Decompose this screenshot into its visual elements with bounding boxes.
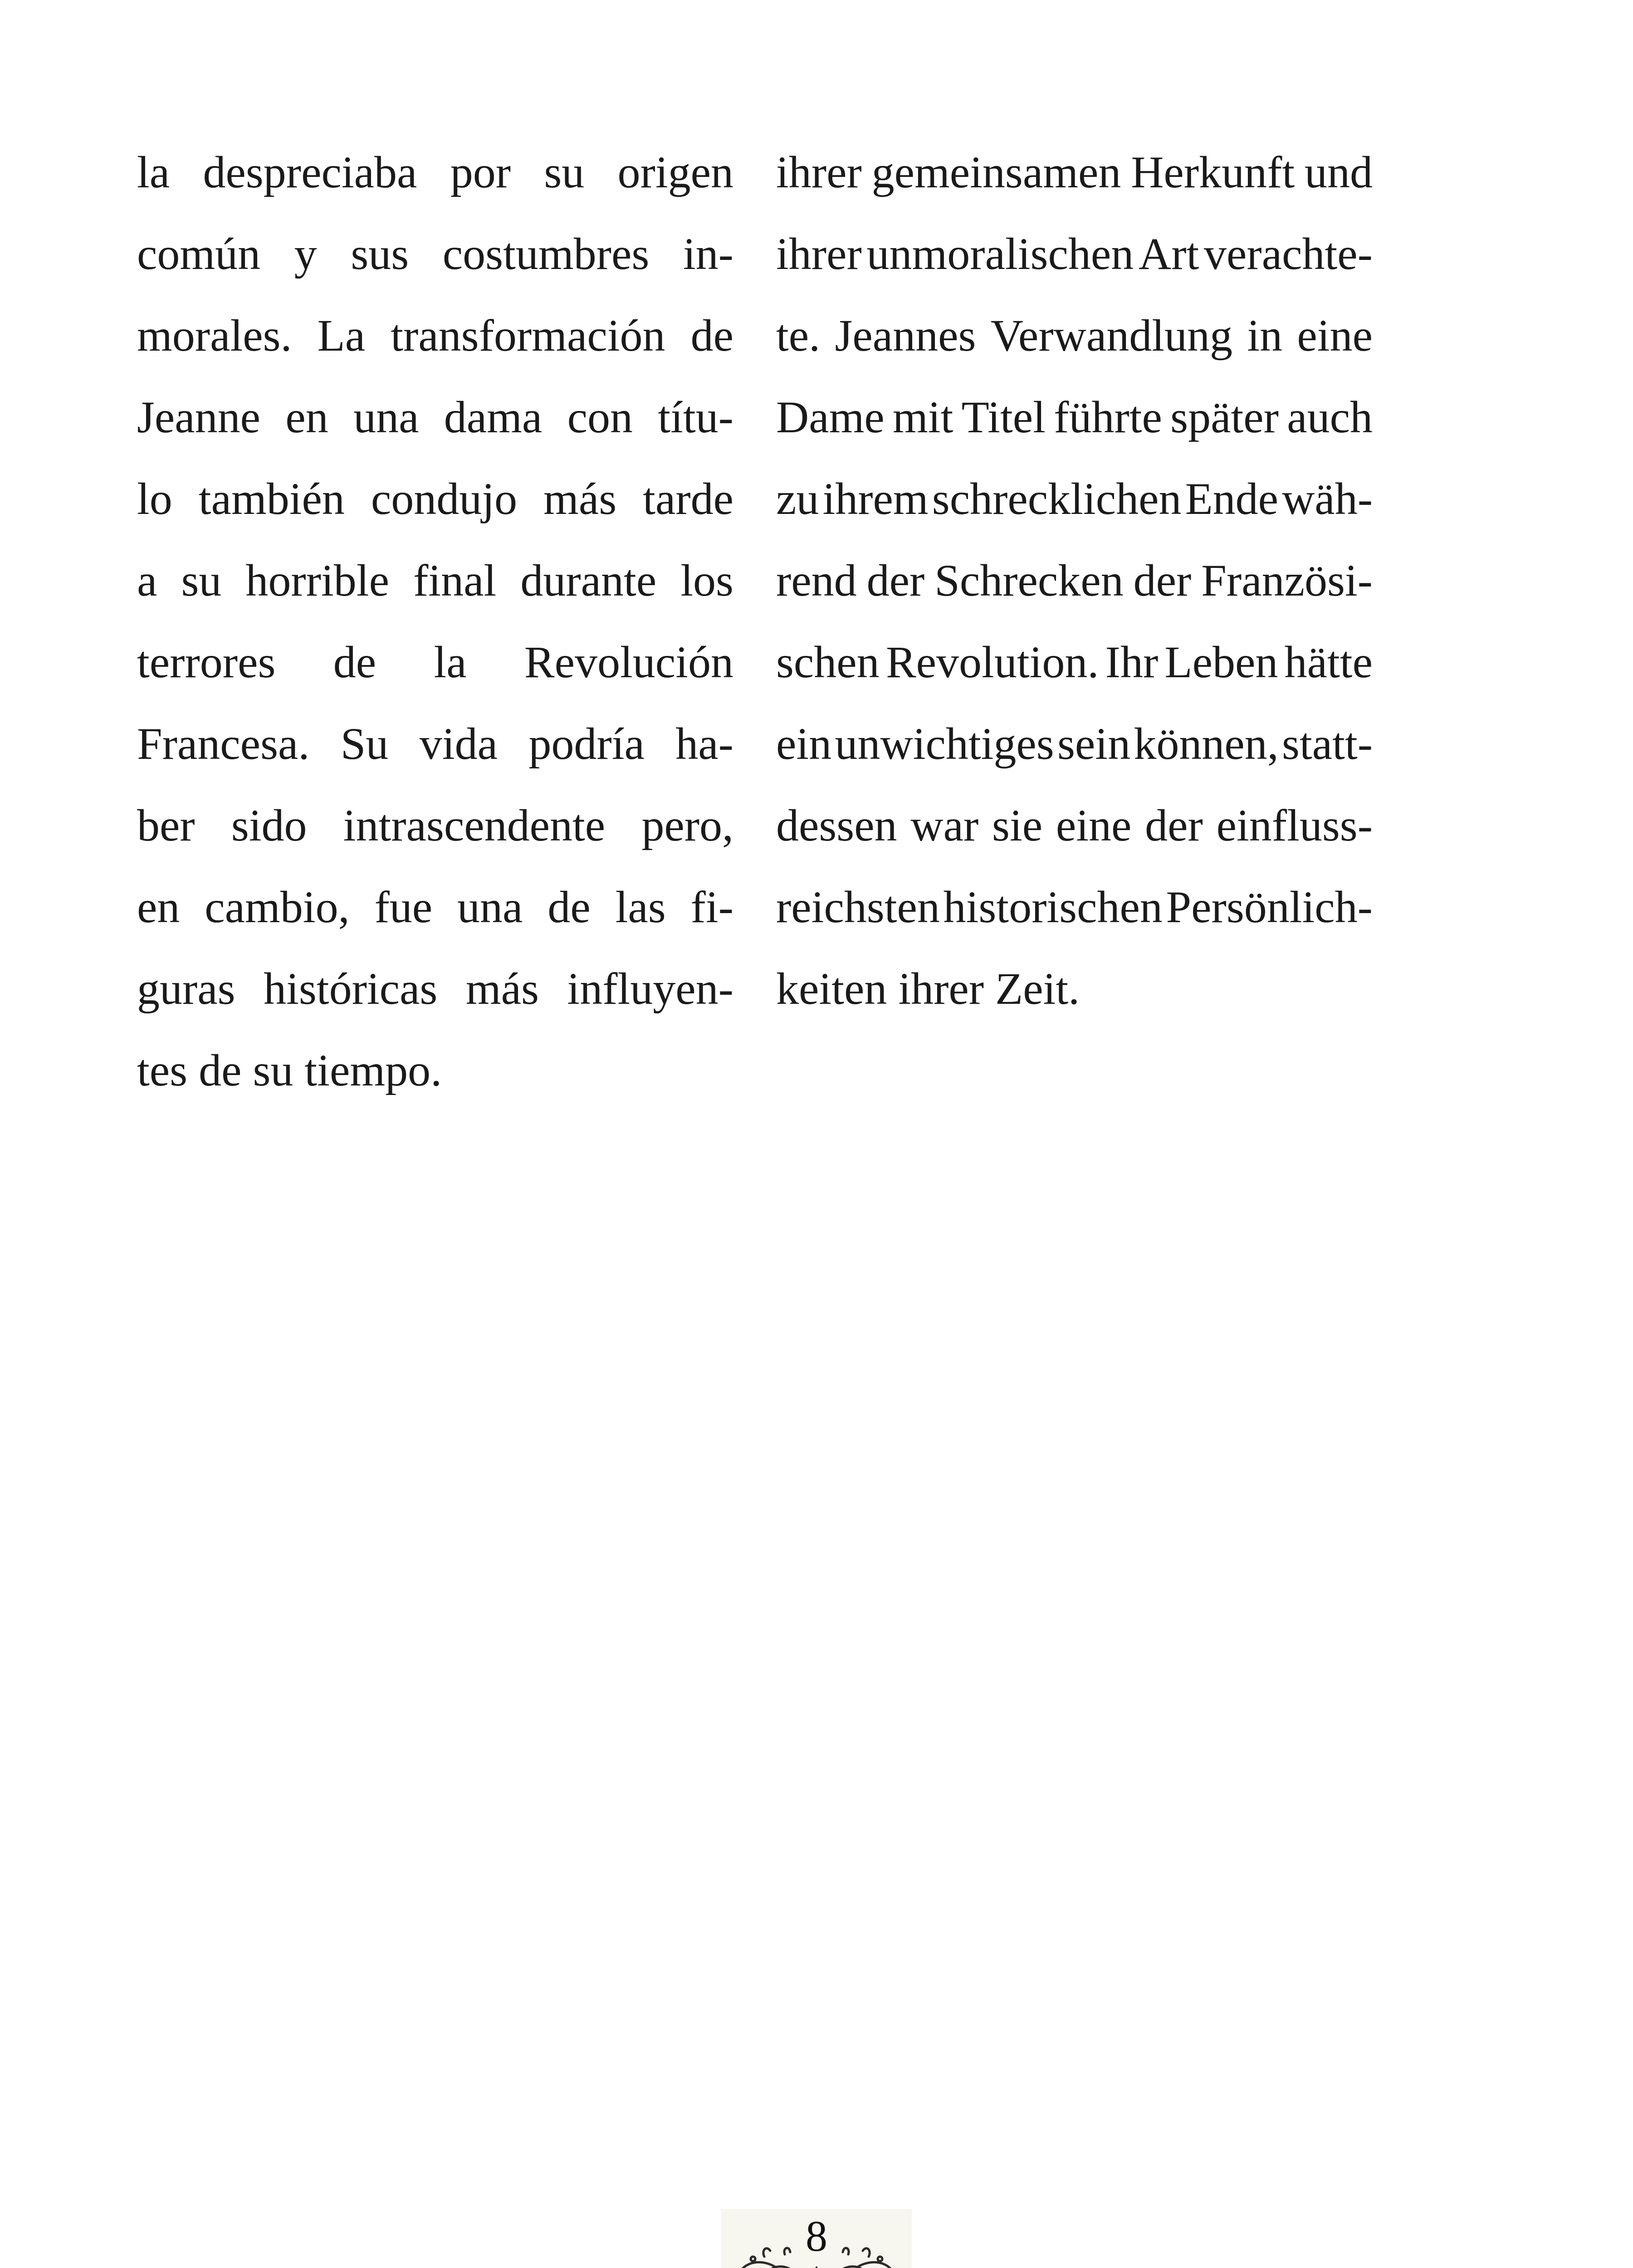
word: las [615, 882, 666, 932]
word: a [137, 555, 157, 606]
word: en [285, 392, 328, 442]
word: später [1170, 392, 1279, 442]
word: de [333, 637, 376, 687]
text-line [137, 213, 733, 295]
word: war [910, 800, 979, 850]
word: Titel [961, 392, 1046, 442]
word: der [866, 555, 925, 606]
word: tarde [643, 474, 733, 524]
word: influyen- [567, 963, 733, 1014]
text-line [137, 132, 733, 213]
text-line [137, 785, 733, 866]
word: históricas [264, 963, 438, 1014]
text-line [137, 703, 733, 785]
word: statt- [1282, 719, 1373, 769]
word: können, [1134, 719, 1279, 769]
word: lo [137, 474, 172, 524]
word: führte [1054, 392, 1162, 442]
word: Jeanne [137, 392, 261, 442]
word: einfluss- [1216, 800, 1373, 850]
word: Su [340, 719, 389, 769]
word: fue [374, 882, 433, 932]
word: ber [137, 800, 195, 850]
word: la [137, 147, 170, 197]
word: morales. [137, 310, 292, 361]
word: Francesa. [137, 719, 310, 769]
page-number: 8 [806, 2212, 827, 2260]
text-line [137, 540, 733, 621]
text-line [776, 376, 1373, 458]
text-line [137, 948, 733, 1030]
word: ihrer [776, 147, 862, 197]
word: la [434, 637, 467, 687]
word: con [567, 392, 633, 442]
word: in [1247, 310, 1283, 361]
word: sido [231, 800, 307, 850]
word: reichsten [776, 882, 940, 932]
word: también [198, 474, 345, 524]
word: Ende [1185, 474, 1279, 524]
text-line [776, 213, 1373, 295]
word: durante [520, 555, 657, 606]
word: auch [1287, 392, 1373, 442]
word: mit [893, 392, 953, 442]
text-line [776, 295, 1373, 376]
word: podría [528, 719, 645, 769]
word: de [548, 882, 591, 932]
word: ihrem [822, 474, 929, 524]
word: pero, [641, 800, 733, 850]
word: por [450, 147, 511, 197]
word: Jeannes [835, 310, 976, 361]
word: fi- [690, 882, 733, 932]
word: Art [1138, 229, 1199, 279]
text-line [137, 295, 733, 376]
word: horrible [245, 555, 389, 606]
word: despreciaba [203, 147, 417, 197]
text-line [776, 703, 1373, 785]
word: verachte- [1204, 229, 1373, 279]
word: der [1133, 555, 1192, 606]
word: origen [617, 147, 733, 197]
page-footer [721, 2209, 912, 2268]
word: Schrecken [934, 555, 1124, 606]
spanish-text-column [137, 132, 733, 1111]
word: Persönlich- [1166, 882, 1373, 932]
word: de [690, 310, 733, 361]
word: ihrer [776, 229, 862, 279]
word: und [1304, 147, 1373, 197]
text-line [776, 540, 1373, 621]
word: más [543, 474, 617, 524]
word: ha- [675, 719, 733, 769]
text-line: tes de su tiempo. [137, 1045, 442, 1095]
word: Revolución [524, 637, 733, 687]
text-line [137, 376, 733, 458]
text-line [776, 132, 1373, 213]
word: Ihr [1105, 637, 1159, 687]
word: sus [351, 229, 409, 279]
word: Revolution. [885, 637, 1099, 687]
text-line [776, 458, 1373, 540]
word: in- [683, 229, 733, 279]
word: los [680, 555, 733, 606]
word: schen [776, 637, 880, 687]
word: guras [137, 963, 235, 1014]
word: una [457, 882, 523, 932]
word: unmoralischen [866, 229, 1134, 279]
word: condujo [371, 474, 518, 524]
word: y [294, 229, 317, 279]
word: hätte [1284, 637, 1373, 687]
text-line: keiten ihrer Zeit. [776, 963, 1080, 1014]
word: cambio, [205, 882, 350, 932]
word: final [413, 555, 497, 606]
word: unwichtiges [835, 719, 1054, 769]
german-text-column [776, 132, 1373, 1030]
text-line [137, 621, 733, 703]
word: títu- [658, 392, 733, 442]
word: costumbres [442, 229, 650, 279]
word: Herkunft [1131, 147, 1295, 197]
word: dama [444, 392, 543, 442]
word: te. [776, 310, 821, 361]
word: Leben [1164, 637, 1278, 687]
word: sie [992, 800, 1043, 850]
text-line [137, 458, 733, 540]
word: zu [776, 474, 819, 524]
word: común [137, 229, 261, 279]
word: wäh- [1282, 474, 1373, 524]
word: su [181, 555, 222, 606]
word: der [1145, 800, 1203, 850]
word: gemeinsamen [871, 147, 1121, 197]
word: rend [776, 555, 857, 606]
word: transformación [391, 310, 665, 361]
word: terrores [137, 637, 276, 687]
word: eine [1297, 310, 1373, 361]
word: schrecklichen [932, 474, 1182, 524]
word: historischen [943, 882, 1163, 932]
word: en [137, 882, 180, 932]
word: sein [1057, 719, 1131, 769]
text-line [137, 866, 733, 948]
word: Französi- [1201, 555, 1373, 606]
text-line [776, 621, 1373, 703]
word: Dame [776, 392, 885, 442]
text-line [776, 866, 1373, 948]
word: una [353, 392, 419, 442]
word: más [465, 963, 539, 1014]
word: ein [776, 719, 832, 769]
word: intrascendente [343, 800, 606, 850]
word: La [317, 310, 366, 361]
word: Verwandlung [990, 310, 1232, 361]
text-line [776, 785, 1373, 866]
word: vida [419, 719, 498, 769]
word: eine [1056, 800, 1132, 850]
word: dessen [776, 800, 897, 850]
word: su [544, 147, 585, 197]
